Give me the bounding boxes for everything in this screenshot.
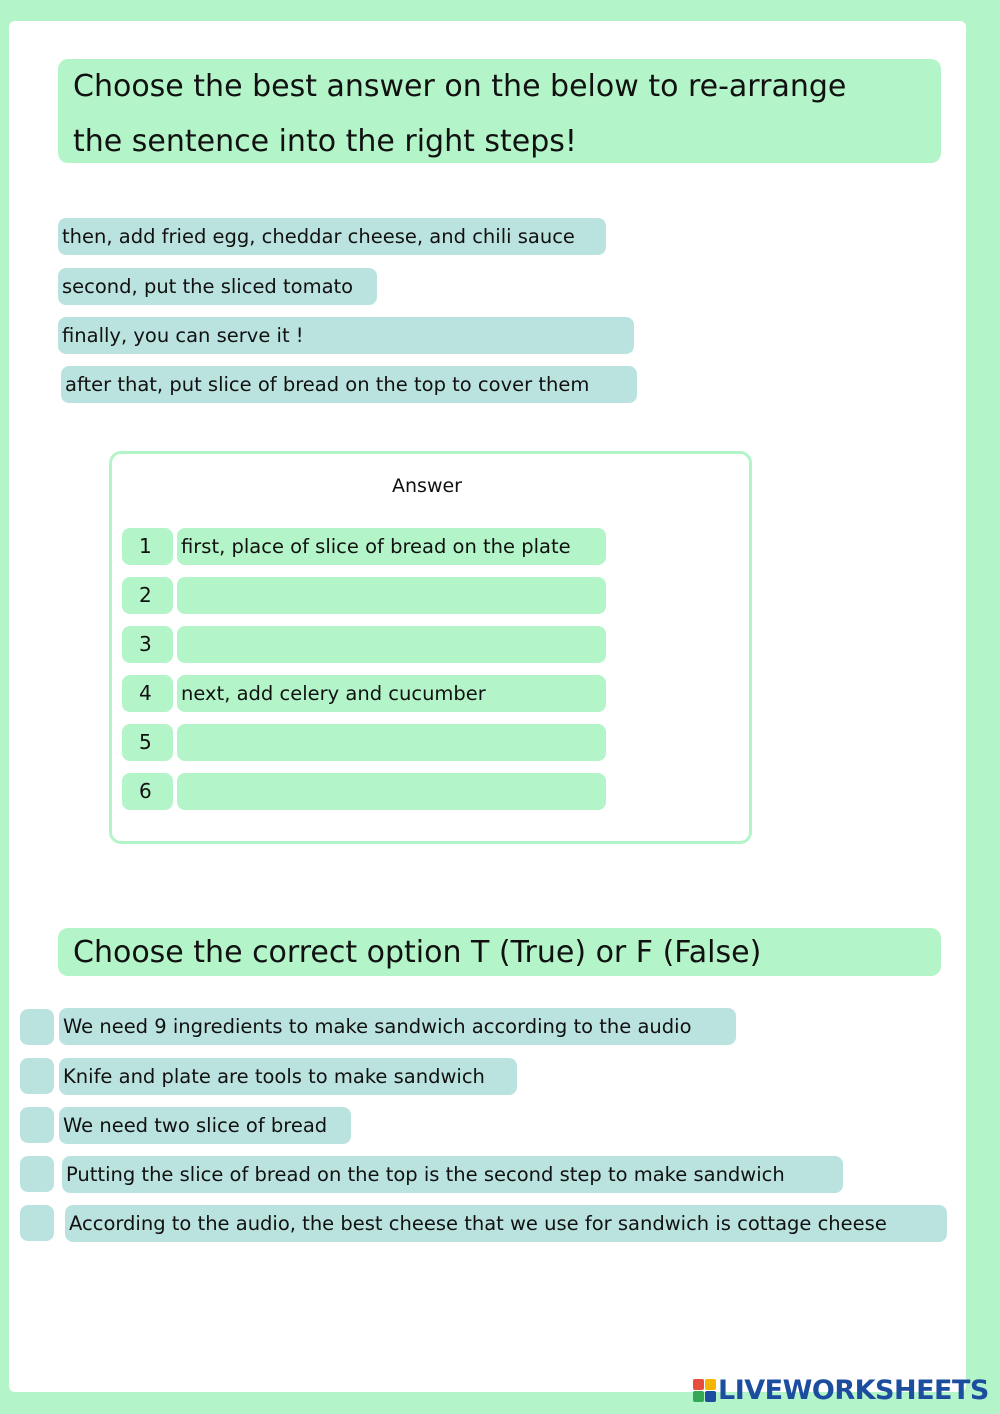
true-false-input[interactable] [20, 1009, 54, 1045]
brand-mark-icon [693, 1379, 716, 1402]
step-number: 4 [122, 675, 173, 712]
true-false-input[interactable] [20, 1058, 54, 1094]
step-number: 1 [122, 528, 173, 565]
answer-slot-filled: next, add celery and cucumber [177, 675, 606, 712]
statement-text: According to the audio, the best cheese that we use for sandwich is cottage cheese [65, 1205, 947, 1242]
draggable-option[interactable]: second, put the sliced tomato [58, 268, 377, 305]
answer-slot-filled: first, place of slice of bread on the plate [177, 528, 606, 565]
brand-name: LIVEWORKSHEETS [718, 1374, 989, 1406]
liveworksheets-logo [693, 1374, 989, 1406]
step-number: 2 [122, 577, 173, 614]
instruction-line-1: Choose the best answer on the below to re-arrange [73, 69, 847, 104]
draggable-option[interactable]: finally, you can serve it ! [58, 317, 634, 354]
true-false-input[interactable] [20, 1107, 54, 1143]
answer-drop-slot[interactable] [177, 724, 606, 761]
answer-drop-slot[interactable] [177, 626, 606, 663]
step-number: 6 [122, 773, 173, 810]
true-false-input[interactable] [20, 1205, 54, 1241]
answer-title: Answer [392, 475, 462, 497]
draggable-option[interactable]: then, add fried egg, cheddar cheese, and chili sauce [58, 218, 606, 255]
statement-text: We need 9 ingredients to make sandwich according to the audio [59, 1008, 736, 1045]
draggable-option[interactable]: after that, put slice of bread on the top to cover them [61, 366, 637, 403]
step-number: 3 [122, 626, 173, 663]
statement-text: We need two slice of bread [59, 1107, 351, 1144]
true-false-input[interactable] [20, 1156, 54, 1192]
instruction-line-2: the sentence into the right steps! [73, 124, 577, 159]
answer-drop-slot[interactable] [177, 577, 606, 614]
statement-text: Knife and plate are tools to make sandwich [59, 1058, 517, 1095]
section1-instruction [58, 59, 941, 163]
answer-drop-slot[interactable] [177, 773, 606, 810]
statement-text: Putting the slice of bread on the top is the second step to make sandwich [62, 1156, 843, 1193]
section2-instruction: Choose the correct option T (True) or F (False) [58, 928, 941, 976]
step-number: 5 [122, 724, 173, 761]
